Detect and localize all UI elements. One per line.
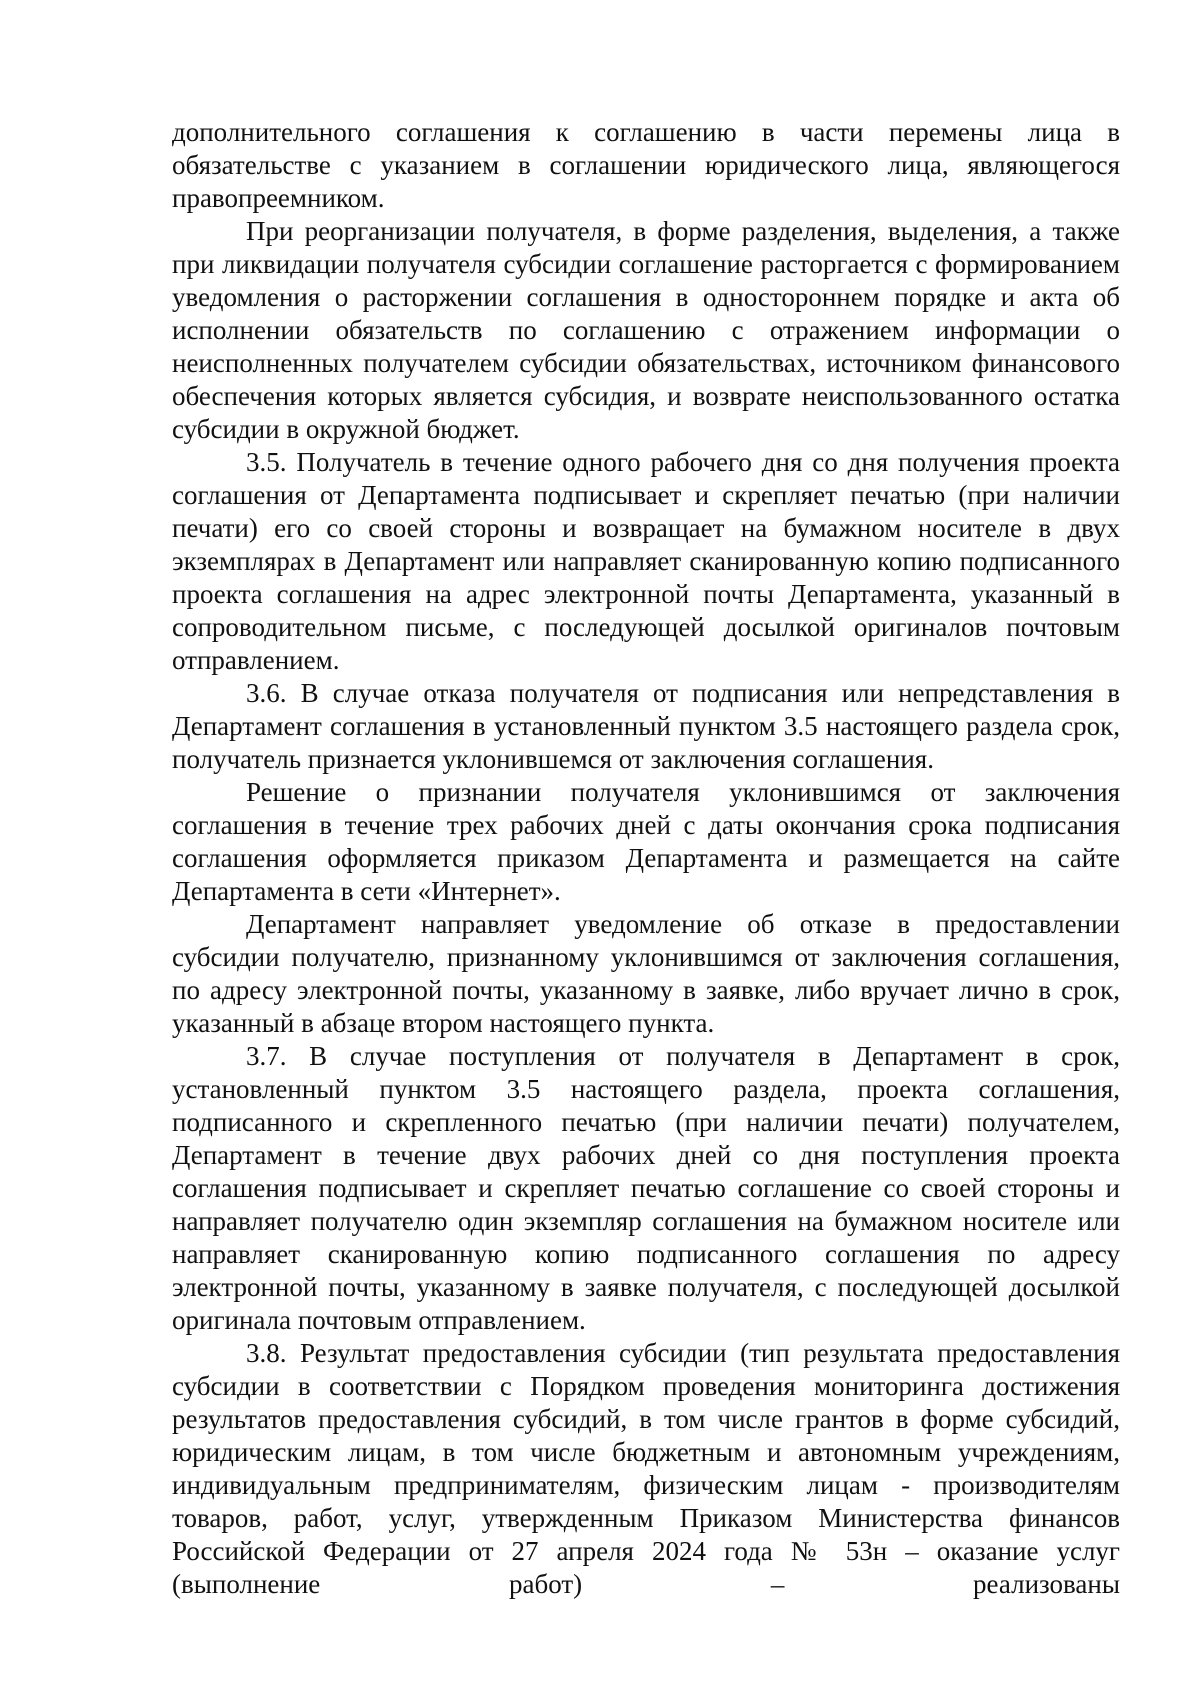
document-body [172, 116, 1120, 1601]
paragraph-notification: Департамент направляет уведомление об отказе в предоставлении субсидии получателю, признанному уклонившимся от заключения соглашения, по адресу электронной почты, указанному в заявке, либо вручает лично в срок, указанный в абзаце втором настоящего пункта. [172, 909, 1120, 1038]
paragraph-reorganization: При реорганизации получателя, в форме разделения, выделения, а также при ликвидации получателя субсидии соглашение расторгается с формированием уведомления о расторжении соглашения в одностороннем порядке и акта об исполнении обязательств по соглашению с отражением информации о неисполненных получателем субсидии обязательствах, источником финансового обеспечения которых является субсидия, и возврате неиспользованного остатка субсидии в окружной бюджет. [172, 216, 1120, 444]
paragraph-3-7: 3.7. В случае поступления от получателя в Департамент в срок, установленный пунктом 3.5 настоящего раздела, проекта соглашения, подписанного и скрепленного печатью (при наличии печати) получателем, Департамент в течение двух рабочих дней со дня поступления проекта соглашения подписывает и скрепляет печатью соглашение со своей стороны и направляет получателю один экземпляр соглашения на бумажном носителе или направляет сканированную копию подписанного соглашения по адресу электронной почты, указанному в заявке получателя, с последующей досылкой оригинала почтовым отправлением. [172, 1041, 1120, 1335]
paragraph-3-5: 3.5. Получатель в течение одного рабочего дня со дня получения проекта соглашения от Департамента подписывает и скрепляет печатью (при наличии печати) его со своей стороны и возвращает на бумажном носителе в двух экземплярах в Департамент или направляет сканированную копию подписанного проекта соглашения на адрес электронной почты Департамента, указанный в сопроводительном письме, с последующей досылкой оригиналов почтовым отправлением. [172, 447, 1120, 675]
paragraph-3-6: 3.6. В случае отказа получателя от подписания или непредставления в Департамент соглашения в установленный пунктом 3.5 настоящего раздела срок, получатель признается уклонившемся от заключения соглашения. [172, 678, 1120, 774]
paragraph-3-8: 3.8. Результат предоставления субсидии (тип результата предоставления субсидии в соответствии с Порядком проведения мониторинга достижения результатов предоставления субсидий, в том числе грантов в форме субсидий, юридическим лицам, в том числе бюджетным и автономным учреждениям, индивидуальным предпринимателям, физическим лицам - производителям товаров, работ, услуг, утвержденным Приказом Министерства финансов Российской Федерации от 27 апреля 2024 года № 53н – оказание услуг (выполнение работ) – реализованы [172, 1338, 1120, 1599]
paragraph-continuation: дополнительного соглашения к соглашению в части перемены лица в обязательстве с указанием в соглашении юридического лица, являющегося правопреемником. [172, 117, 1120, 213]
paragraph-decision: Решение о признании получателя уклонившимся от заключения соглашения в течение трех рабочих дней с даты окончания срока подписания соглашения оформляется приказом Департамента и размещается на сайте Департамента в сети «Интернет». [172, 777, 1120, 906]
